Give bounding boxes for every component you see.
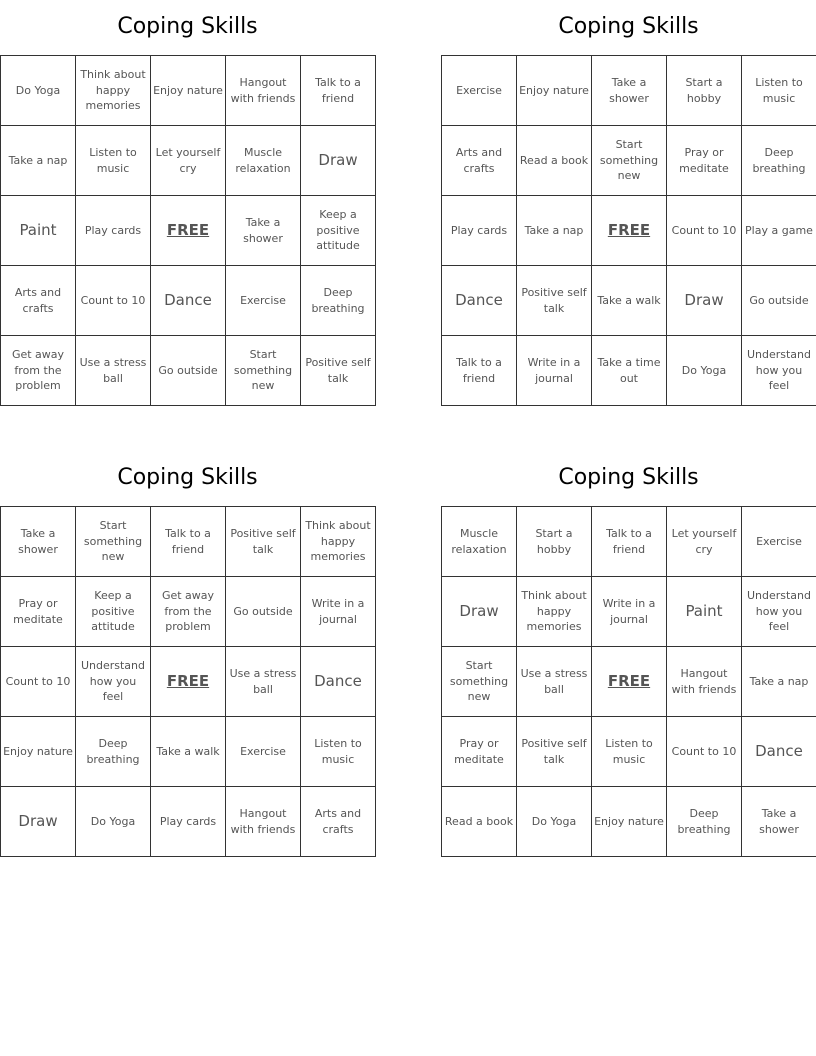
grid-cell: Start something new [76, 507, 151, 577]
grid-cell: Count to 10 [667, 196, 742, 266]
bingo-grid [0, 506, 376, 857]
grid-row [1, 717, 376, 787]
grid-cell: Go outside [226, 577, 301, 647]
grid-cell: Hangout with friends [226, 787, 301, 857]
grid-cell: Talk to a friend [592, 507, 667, 577]
grid-cell: Let yourself cry [667, 507, 742, 577]
grid-cell: Get away from the problem [151, 577, 226, 647]
grid-cell: Deep breathing [742, 126, 816, 196]
grid-cell: Count to 10 [1, 647, 76, 717]
card-title: Coping Skills [558, 14, 699, 39]
grid-cell: Enjoy nature [151, 56, 226, 126]
grid-row [442, 126, 816, 196]
grid-row [442, 56, 816, 126]
grid-cell: Listen to music [592, 717, 667, 787]
grid-cell: Understand how you feel [76, 647, 151, 717]
grid-row [1, 336, 376, 406]
grid-row [442, 196, 816, 266]
grid-cell: Pray or meditate [442, 717, 517, 787]
grid-cell: Read a book [517, 126, 592, 196]
bingo-grid [441, 506, 816, 857]
grid-row [1, 787, 376, 857]
grid-row [1, 126, 376, 196]
grid-cell: Hangout with friends [667, 647, 742, 717]
grid-cell: Draw [442, 577, 517, 647]
grid-cell: Deep breathing [667, 787, 742, 857]
grid-cell: Take a nap [742, 647, 816, 717]
grid-row [442, 787, 816, 857]
grid-cell: Do Yoga [667, 336, 742, 406]
grid-cell: Positive self talk [301, 336, 376, 406]
grid-cell: Paint [667, 577, 742, 647]
grid-cell: Start a hobby [667, 56, 742, 126]
grid-cell: Take a nap [1, 126, 76, 196]
grid-cell: Listen to music [76, 126, 151, 196]
card-title: Coping Skills [117, 465, 258, 490]
grid-cell: Exercise [226, 266, 301, 336]
grid-cell: Play cards [442, 196, 517, 266]
grid-cell: Use a stress ball [76, 336, 151, 406]
grid-cell: Dance [151, 266, 226, 336]
grid-cell: Exercise [442, 56, 517, 126]
grid-cell: Dance [442, 266, 517, 336]
grid-cell: Let yourself cry [151, 126, 226, 196]
grid-cell: Understand how you feel [742, 577, 816, 647]
grid-cell: Dance [742, 717, 816, 787]
grid-cell: Arts and crafts [301, 787, 376, 857]
free-space-cell: FREE [592, 196, 667, 266]
grid-row [442, 336, 816, 406]
grid-cell: Muscle relaxation [442, 507, 517, 577]
grid-cell: Take a shower [1, 507, 76, 577]
grid-cell: Muscle relaxation [226, 126, 301, 196]
grid-cell: Play cards [151, 787, 226, 857]
grid-cell: Draw [1, 787, 76, 857]
grid-cell: Exercise [742, 507, 816, 577]
grid-cell: Arts and crafts [442, 126, 517, 196]
grid-row [442, 507, 816, 577]
grid-cell: Take a shower [226, 196, 301, 266]
grid-cell: Get away from the problem [1, 336, 76, 406]
grid-cell: Dance [301, 647, 376, 717]
grid-row [442, 577, 816, 647]
grid-cell: Exercise [226, 717, 301, 787]
grid-cell: Count to 10 [667, 717, 742, 787]
grid-cell: Write in a journal [517, 336, 592, 406]
free-space-cell: FREE [592, 647, 667, 717]
grid-cell: Paint [1, 196, 76, 266]
grid-cell: Enjoy nature [1, 717, 76, 787]
grid-cell: Think about happy memories [517, 577, 592, 647]
grid-cell: Draw [301, 126, 376, 196]
grid-row [1, 507, 376, 577]
grid-cell: Keep a positive attitude [76, 577, 151, 647]
grid-row [442, 647, 816, 717]
grid-cell: Take a shower [742, 787, 816, 857]
grid-cell: Start something new [226, 336, 301, 406]
grid-cell: Talk to a friend [442, 336, 517, 406]
card-title: Coping Skills [558, 465, 699, 490]
grid-cell: Positive self talk [517, 266, 592, 336]
grid-cell: Play cards [76, 196, 151, 266]
grid-cell: Enjoy nature [592, 787, 667, 857]
grid-cell: Deep breathing [301, 266, 376, 336]
grid-cell: Use a stress ball [517, 647, 592, 717]
grid-cell: Pray or meditate [667, 126, 742, 196]
grid-cell: Go outside [742, 266, 816, 336]
grid-cell: Do Yoga [1, 56, 76, 126]
free-space-cell: FREE [151, 196, 226, 266]
grid-cell: Think about happy memories [76, 56, 151, 126]
grid-cell: Deep breathing [76, 717, 151, 787]
grid-cell: Read a book [442, 787, 517, 857]
grid-row [1, 56, 376, 126]
grid-row [442, 266, 816, 336]
grid-cell: Do Yoga [76, 787, 151, 857]
grid-cell: Think about happy memories [301, 507, 376, 577]
grid-cell: Start something new [592, 126, 667, 196]
grid-cell: Write in a journal [301, 577, 376, 647]
grid-cell: Listen to music [742, 56, 816, 126]
grid-cell: Listen to music [301, 717, 376, 787]
grid-cell: Use a stress ball [226, 647, 301, 717]
grid-cell: Arts and crafts [1, 266, 76, 336]
grid-row [442, 717, 816, 787]
grid-cell: Enjoy nature [517, 56, 592, 126]
grid-cell: Talk to a friend [301, 56, 376, 126]
grid-cell: Positive self talk [517, 717, 592, 787]
grid-cell: Write in a journal [592, 577, 667, 647]
grid-cell: Keep a positive attitude [301, 196, 376, 266]
grid-cell: Take a nap [517, 196, 592, 266]
grid-row [1, 647, 376, 717]
grid-row [1, 196, 376, 266]
grid-cell: Take a time out [592, 336, 667, 406]
bingo-grid [0, 55, 376, 406]
grid-cell: Go outside [151, 336, 226, 406]
grid-cell: Play a game [742, 196, 816, 266]
grid-cell: Talk to a friend [151, 507, 226, 577]
bingo-grid [441, 55, 816, 406]
card-title: Coping Skills [117, 14, 258, 39]
grid-cell: Do Yoga [517, 787, 592, 857]
grid-cell: Take a walk [151, 717, 226, 787]
grid-cell: Positive self talk [226, 507, 301, 577]
grid-cell: Start something new [442, 647, 517, 717]
grid-cell: Draw [667, 266, 742, 336]
free-space-cell: FREE [151, 647, 226, 717]
grid-cell: Pray or meditate [1, 577, 76, 647]
grid-cell: Take a walk [592, 266, 667, 336]
grid-cell: Understand how you feel [742, 336, 816, 406]
grid-cell: Count to 10 [76, 266, 151, 336]
grid-cell: Start a hobby [517, 507, 592, 577]
grid-row [1, 577, 376, 647]
grid-cell: Hangout with friends [226, 56, 301, 126]
grid-row [1, 266, 376, 336]
grid-cell: Take a shower [592, 56, 667, 126]
